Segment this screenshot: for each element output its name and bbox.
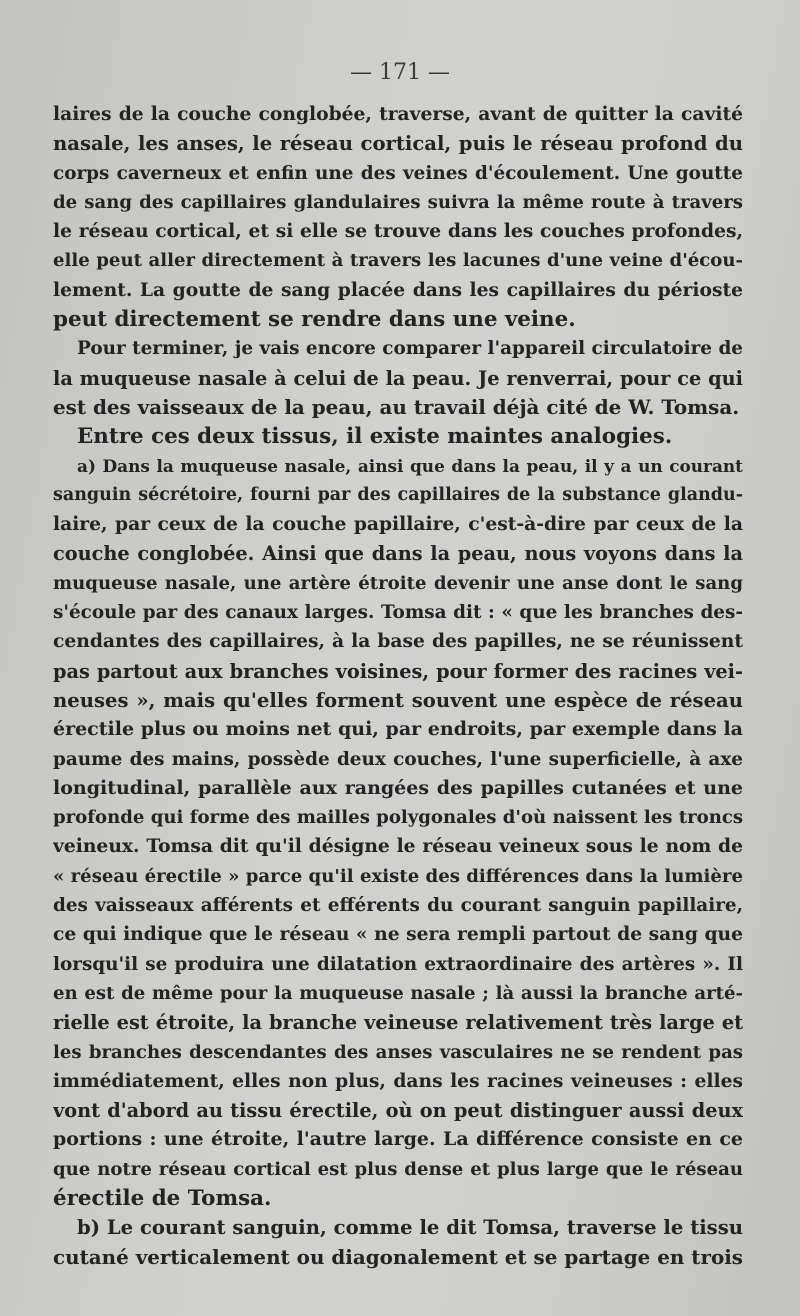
text-line: neuses », mais qu'elles forment souvent une espèce de réseau: [53, 688, 743, 712]
text-line: les branches descendantes des anses vasculaires ne se rendent pas: [53, 1041, 743, 1063]
text-line: profonde qui forme des mailles polygonales d'où naissent les troncs: [53, 807, 743, 829]
text-line: veineux. Tomsa dit qu'il désigne le réseau veineux sous le nom de: [53, 835, 743, 858]
body-text: [53, 100, 743, 1272]
text-line: lorsqu'il se produira une dilatation extraordinaire des artères ». Il: [53, 953, 743, 975]
text-line: laire, par ceux de la couche papillaire, c'est-à-dire par ceux de la: [53, 513, 743, 536]
text-line: ce qui indique que le réseau « ne sera rempli partout de sang que: [53, 923, 743, 946]
text-line: Entre ces deux tissus, il existe maintes analogies.: [77, 424, 673, 450]
text-line: en est de même pour la muqueuse nasale ; là aussi la branche arté-: [53, 982, 743, 1004]
page-number: — 171 —: [350, 60, 450, 85]
text-line: a) Dans la muqueuse nasale, ainsi que dans la peau, il y a un courant: [77, 455, 743, 476]
paragraph: [53, 1213, 743, 1272]
text-line: érectile de Tomsa.: [53, 1185, 272, 1211]
text-line: longitudinal, parallèle aux rangées des papilles cutanées et une: [53, 776, 743, 799]
paragraph: [53, 452, 743, 1214]
text-line: corps caverneux et enfin une des veines d'écoulement. Une goutte: [53, 162, 743, 184]
text-line: cendantes des capillaires, à la base des papilles, ne se réunissent: [53, 630, 743, 653]
text-line: couche conglobée. Ainsi que dans la peau, nous voyons dans la: [53, 542, 743, 566]
text-line: paume des mains, possède deux couches, l'une superficielle, à axe: [53, 748, 743, 770]
text-line: immédiatement, elles non plus, dans les racines veineuses : elles: [53, 1069, 743, 1092]
text-line: Pour terminer, je vais encore comparer l'appareil circulatoire de: [77, 338, 743, 360]
text-line: est des vaisseaux de la peau, au travail déjà cité de W. Tomsa.: [53, 394, 740, 419]
text-line: lement. La goutte de sang placée dans les capillaires du périoste: [53, 278, 743, 301]
text-line: la muqueuse nasale à celui de la peau. Je renverrai, pour ce qui: [53, 366, 743, 390]
text-line: muqueuse nasale, une artère étroite devenir une anse dont le sang: [53, 572, 743, 594]
text-line: laires de la couche conglobée, traverse, avant de quitter la cavité: [53, 103, 743, 125]
text-line: sanguin sécrétoire, fourni par des capillaires de la substance glandu-: [53, 484, 743, 505]
paragraph: [53, 422, 743, 451]
text-line: des vaisseaux afférents et efférents du courant sanguin papillaire,: [53, 895, 743, 917]
paragraph: [53, 334, 743, 422]
text-line: nasale, les anses, le réseau cortical, puis le réseau profond du: [53, 132, 743, 156]
text-line: portions : une étroite, l'autre large. La différence consiste en ce: [53, 1128, 743, 1151]
text-line: rielle est étroite, la branche veineuse relativement très large et: [53, 1011, 743, 1035]
text-line: s'écoule par des canaux larges. Tomsa dit : « que les branches des-: [53, 602, 743, 624]
text-line: peut directement se rendre dans une veine.: [53, 307, 576, 333]
paragraph: [53, 100, 743, 334]
text-line: le réseau cortical, et si elle se trouve dans les couches profondes,: [53, 220, 743, 243]
text-line: vont d'abord au tissu érectile, où on peut distinguer aussi deux: [53, 1099, 743, 1123]
text-line: elle peut aller directement à travers les lacunes d'une veine d'écou-: [53, 250, 743, 272]
text-line: « réseau érectile » parce qu'il existe des différences dans la lumière: [53, 865, 743, 887]
text-line: que notre réseau cortical est plus dense et plus large que le réseau: [53, 1158, 743, 1180]
text-line: b) Le courant sanguin, comme le dit Tomsa, traverse le tissu: [77, 1216, 743, 1240]
text-line: cutané verticalement ou diagonalement et se partage en trois: [53, 1244, 743, 1269]
text-line: érectile plus ou moins net qui, par endroits, par exemple dans la: [53, 718, 743, 741]
text-line: pas partout aux branches voisines, pour former des racines vei-: [53, 659, 743, 683]
text-line: de sang des capillaires glandulaires suivra la même route à travers: [53, 191, 743, 213]
